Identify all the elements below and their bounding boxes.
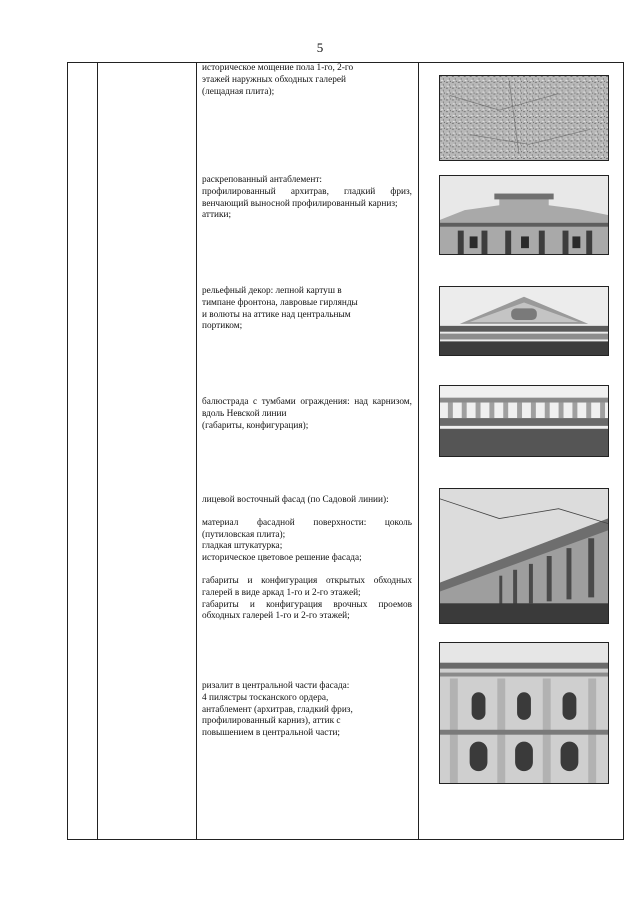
row-1-text [202, 63, 412, 98]
row-1-paragraph: историческое мощение пола 1-го, 2-го этажей наружных обходных галерей (лещадная плита); [202, 63, 354, 97]
balustrade-photo [439, 385, 609, 457]
central-risalit-photo [439, 642, 609, 784]
row-3-text [202, 286, 412, 333]
row-2-text [202, 175, 412, 222]
row-6-paragraph: ризалит в центральной части фасада: 4 пилястры тосканского ордера, антаблемент (архитрав, гладкий фриз, профилированный карниз), аттик с повышением в центральной части; [202, 681, 353, 739]
monument-features-table [67, 62, 624, 840]
east-facade-street-photo [439, 488, 609, 624]
row-6-text [202, 681, 412, 740]
row-2-paragraph: раскрепованный антаблемент: профилированный архитрав, гладкий фриз, венчающий выносной профилированный карниз; аттики; [202, 175, 412, 221]
row-4-paragraph: балюстрада с тумбами ограждения: над карнизом, вдоль Невской линии (габариты, конфигурация); [202, 397, 412, 431]
pediment-photo [439, 286, 609, 356]
row-4-text [202, 397, 412, 432]
page-number: 5 [316, 40, 324, 55]
row-5-paragraph-3: габариты и конфигурация открытых обходных галерей в виде аркад 1-го и 2-го этажей; габариты и конфигурация врочных проемов обходных галерей 1-го и 2-го этажей; [202, 575, 412, 622]
entablature-corner-photo [439, 175, 609, 255]
row-5-text [202, 495, 412, 623]
column-divider-1 [97, 63, 98, 839]
row-5-paragraph-1: лицевой восточный фасад (по Садовой линии): [202, 495, 389, 505]
row-5-paragraph-2: материал фасадной поверхности: цоколь (путиловская плита); гладкая штукатурка; историческое цветовое решение фасада; [202, 517, 412, 564]
paving-stone-photo [439, 75, 609, 161]
row-3-paragraph: рельефный декор: лепной картуш в тимпане фронтона, лавровые гирлянды и волюты на аттике над центральным портиком; [202, 286, 358, 332]
column-divider-3 [418, 63, 419, 839]
column-divider-2 [196, 63, 197, 839]
